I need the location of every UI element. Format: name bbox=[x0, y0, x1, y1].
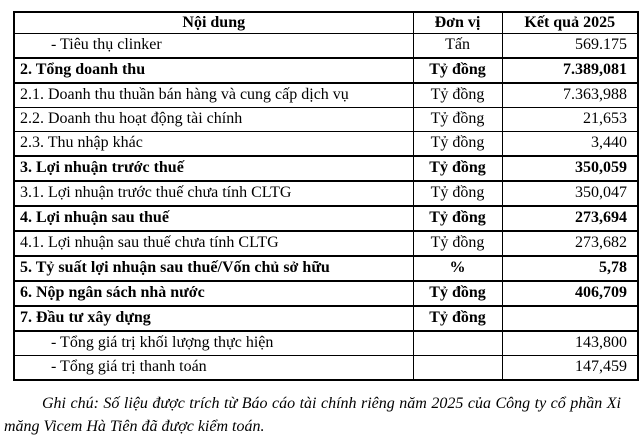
row-value-cell bbox=[502, 306, 638, 331]
row-label-cell: 4.1. Lợi nhuận sau thuế chưa tính CLTG bbox=[14, 231, 413, 256]
row-unit-cell: Tỷ đồng bbox=[413, 156, 502, 181]
table-row bbox=[14, 256, 638, 281]
column-header-content: Nội dung bbox=[14, 12, 413, 34]
row-value-cell: 406,709 bbox=[502, 281, 638, 306]
row-value-cell: 273,682 bbox=[502, 231, 638, 256]
row-label-cell: 6. Nộp ngân sách nhà nước bbox=[14, 281, 413, 306]
row-label-cell: 5. Tỷ suất lợi nhuận sau thuế/Vốn chủ sở hữu bbox=[14, 256, 413, 281]
financial-results-table bbox=[13, 11, 639, 381]
row-label-cell: - Tiêu thụ clinker bbox=[14, 34, 413, 59]
row-unit-cell: Tỷ đồng bbox=[413, 306, 502, 331]
row-unit-cell: Tỷ đồng bbox=[413, 231, 502, 256]
row-label-cell: 2.2. Doanh thu hoạt động tài chính bbox=[14, 108, 413, 132]
row-unit-cell: % bbox=[413, 256, 502, 281]
row-value-cell: 3,440 bbox=[502, 132, 638, 157]
row-label-cell: 2. Tổng doanh thu bbox=[14, 58, 413, 83]
table-row bbox=[14, 156, 638, 181]
table-row bbox=[14, 58, 638, 83]
column-header-result-2025: Kết quả 2025 bbox=[502, 12, 638, 34]
row-unit-cell: Tỷ đồng bbox=[413, 108, 502, 132]
row-value-cell: 7.389,081 bbox=[502, 58, 638, 83]
table-row bbox=[14, 108, 638, 132]
row-label-cell: 2.3. Thu nhập khác bbox=[14, 132, 413, 157]
row-unit-cell bbox=[413, 356, 502, 381]
row-value-cell: 7.363,988 bbox=[502, 83, 638, 108]
row-value-cell: 147,459 bbox=[502, 356, 638, 381]
row-value-cell: 273,694 bbox=[502, 206, 638, 231]
row-label-cell: 2.1. Doanh thu thuần bán hàng và cung cấp dịch vụ bbox=[14, 83, 413, 108]
row-unit-cell: Tỷ đồng bbox=[413, 132, 502, 157]
row-unit-cell: Tỷ đồng bbox=[413, 281, 502, 306]
column-header-unit: Đơn vị bbox=[413, 12, 502, 34]
table-row bbox=[14, 181, 638, 206]
row-label-cell: - Tổng giá trị khối lượng thực hiện bbox=[14, 331, 413, 356]
row-value-cell: 5,78 bbox=[502, 256, 638, 281]
row-value-cell: 350,059 bbox=[502, 156, 638, 181]
row-unit-cell: Tỷ đồng bbox=[413, 58, 502, 83]
table-row bbox=[14, 34, 638, 59]
table-row bbox=[14, 231, 638, 256]
row-label-cell: - Tổng giá trị thanh toán bbox=[14, 356, 413, 381]
row-unit-cell: Tỷ đồng bbox=[413, 206, 502, 231]
table-row bbox=[14, 281, 638, 306]
row-unit-cell: Tỷ đồng bbox=[413, 181, 502, 206]
row-unit-cell: Tỷ đồng bbox=[413, 83, 502, 108]
footnote: Ghi chú: Số liệu được trích từ Báo cáo tài chính riêng năm 2025 của Công ty cổ phần Xi măng Vicem Hà Tiên đã được kiểm toán. bbox=[4, 395, 621, 435]
row-label-cell: 7. Đầu tư xây dựng bbox=[14, 306, 413, 331]
table-row bbox=[14, 132, 638, 157]
table-row bbox=[14, 306, 638, 331]
table-row bbox=[14, 331, 638, 356]
row-value-cell: 569.175 bbox=[502, 34, 638, 59]
table-row bbox=[14, 356, 638, 381]
table-row bbox=[14, 83, 638, 108]
row-label-cell: 3. Lợi nhuận trước thuế bbox=[14, 156, 413, 181]
row-unit-cell: Tấn bbox=[413, 34, 502, 59]
row-value-cell: 21,653 bbox=[502, 108, 638, 132]
row-label-cell: 4. Lợi nhuận sau thuế bbox=[14, 206, 413, 231]
row-value-cell: 350,047 bbox=[502, 181, 638, 206]
row-label-cell: 3.1. Lợi nhuận trước thuế chưa tính CLTG bbox=[14, 181, 413, 206]
row-value-cell: 143,800 bbox=[502, 331, 638, 356]
row-unit-cell bbox=[413, 331, 502, 356]
table-row bbox=[14, 206, 638, 231]
table-header-row bbox=[14, 12, 638, 34]
